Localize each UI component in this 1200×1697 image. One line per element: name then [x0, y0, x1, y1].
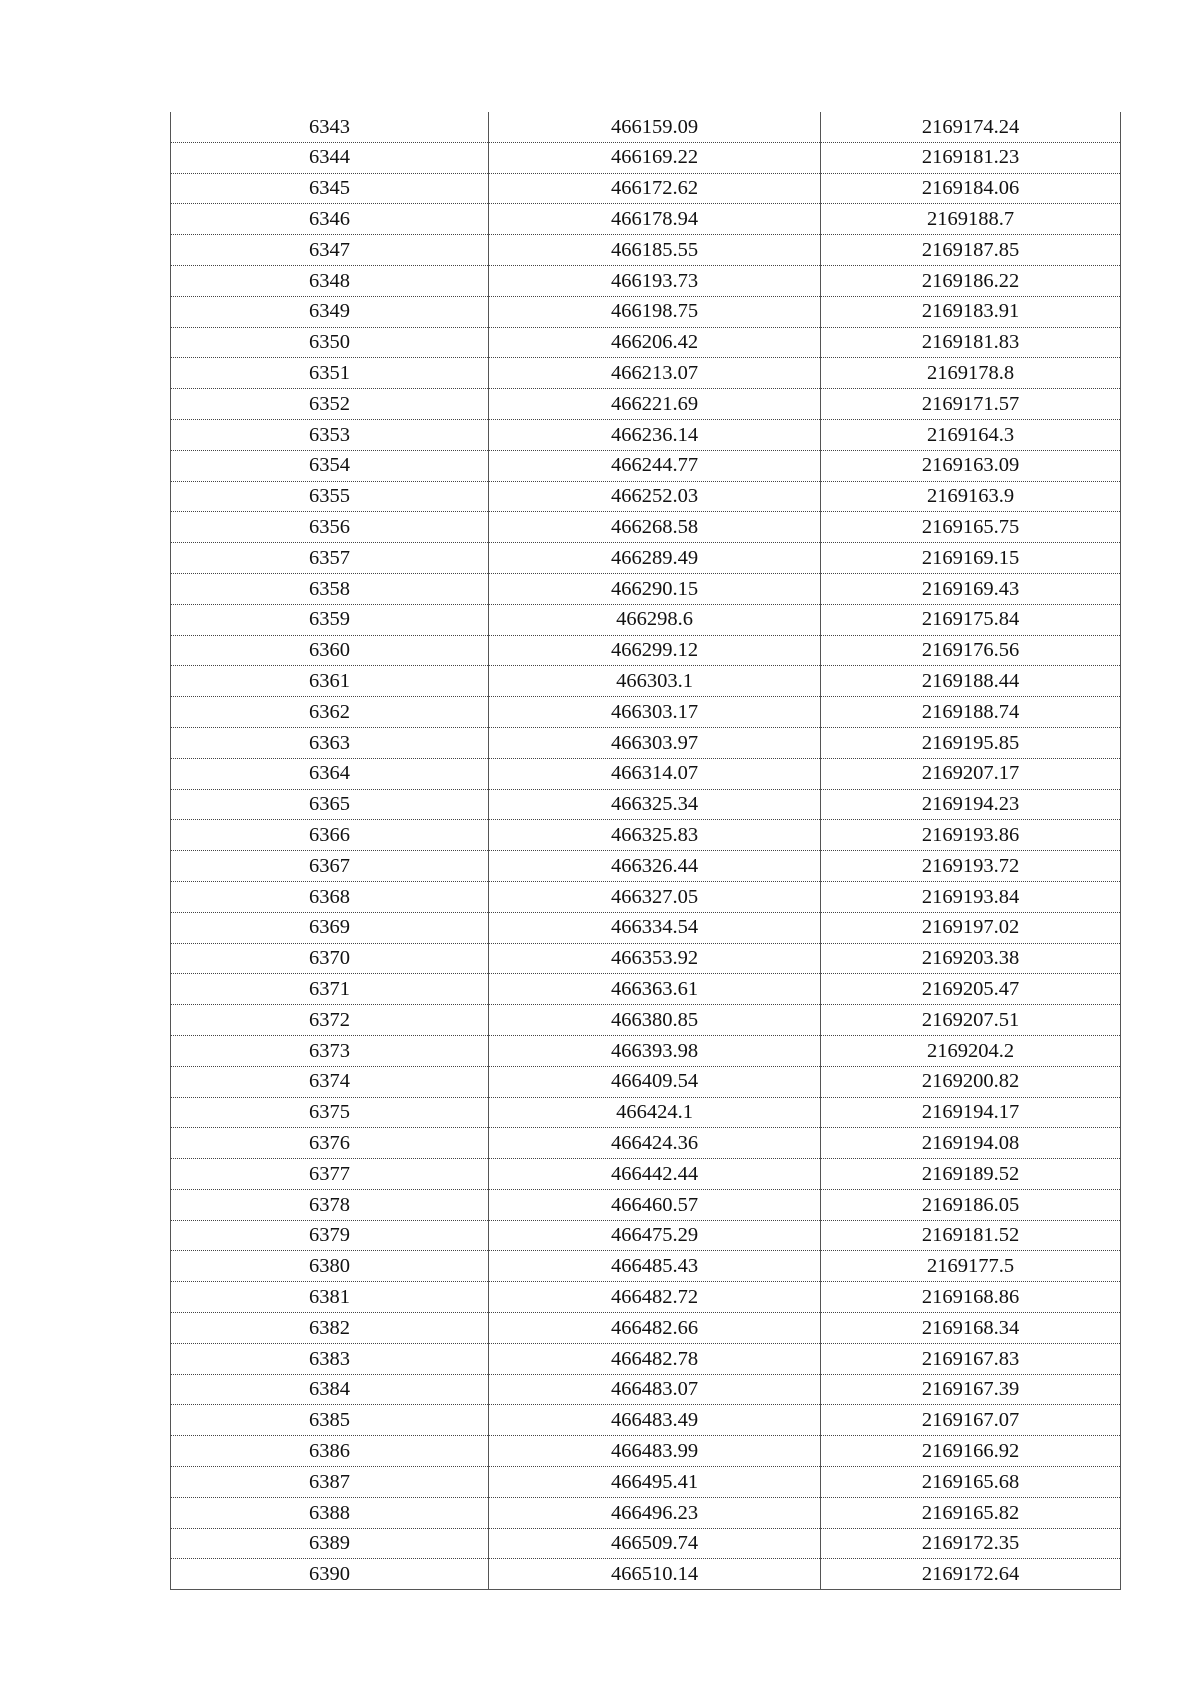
table-row: [171, 1005, 1121, 1036]
point-number-cell: 6343: [171, 112, 489, 142]
y-coordinate-cell: 2169169.15: [821, 543, 1121, 574]
point-number-cell: 6364: [171, 758, 489, 789]
y-coordinate-cell: 2169183.91: [821, 296, 1121, 327]
table-row: [171, 789, 1121, 820]
x-coordinate-cell: 466482.72: [489, 1282, 821, 1313]
x-coordinate-cell: 466326.44: [489, 851, 821, 882]
x-coordinate-cell: 466483.49: [489, 1405, 821, 1436]
x-coordinate-cell: 466268.58: [489, 512, 821, 543]
table-row: [171, 235, 1121, 266]
y-coordinate-cell: 2169163.9: [821, 481, 1121, 512]
x-coordinate-cell: 466252.03: [489, 481, 821, 512]
point-number-cell: 6369: [171, 912, 489, 943]
y-coordinate-cell: 2169171.57: [821, 389, 1121, 420]
point-number-cell: 6348: [171, 265, 489, 296]
point-number-cell: 6389: [171, 1528, 489, 1559]
point-number-cell: 6358: [171, 573, 489, 604]
table-row: [171, 912, 1121, 943]
y-coordinate-cell: 2169188.74: [821, 697, 1121, 728]
y-coordinate-cell: 2169165.75: [821, 512, 1121, 543]
table-row: [171, 1374, 1121, 1405]
y-coordinate-cell: 2169203.38: [821, 943, 1121, 974]
table-row: [171, 635, 1121, 666]
table-row: [171, 758, 1121, 789]
y-coordinate-cell: 2169193.72: [821, 851, 1121, 882]
x-coordinate-cell: 466334.54: [489, 912, 821, 943]
table-row: [171, 1313, 1121, 1344]
y-coordinate-cell: 2169176.56: [821, 635, 1121, 666]
point-number-cell: 6382: [171, 1313, 489, 1344]
y-coordinate-cell: 2169177.5: [821, 1251, 1121, 1282]
table-row: [171, 1343, 1121, 1374]
table-row: [171, 573, 1121, 604]
table-row: [171, 697, 1121, 728]
point-number-cell: 6357: [171, 543, 489, 574]
y-coordinate-cell: 2169165.82: [821, 1497, 1121, 1528]
y-coordinate-cell: 2169207.17: [821, 758, 1121, 789]
table-row: [171, 1251, 1121, 1282]
y-coordinate-cell: 2169163.09: [821, 450, 1121, 481]
table-row: [171, 358, 1121, 389]
y-coordinate-cell: 2169193.84: [821, 881, 1121, 912]
y-coordinate-cell: 2169194.23: [821, 789, 1121, 820]
x-coordinate-cell: 466244.77: [489, 450, 821, 481]
y-coordinate-cell: 2169168.86: [821, 1282, 1121, 1313]
point-number-cell: 6375: [171, 1097, 489, 1128]
y-coordinate-cell: 2169172.64: [821, 1559, 1121, 1590]
table-row: [171, 1097, 1121, 1128]
table-row: [171, 327, 1121, 358]
table-row: [171, 943, 1121, 974]
table-row: [171, 512, 1121, 543]
point-number-cell: 6366: [171, 820, 489, 851]
x-coordinate-cell: 466485.43: [489, 1251, 821, 1282]
point-number-cell: 6377: [171, 1159, 489, 1190]
x-coordinate-cell: 466299.12: [489, 635, 821, 666]
y-coordinate-cell: 2169165.68: [821, 1467, 1121, 1498]
x-coordinate-cell: 466482.78: [489, 1343, 821, 1374]
y-coordinate-cell: 2169186.22: [821, 265, 1121, 296]
x-coordinate-cell: 466495.41: [489, 1467, 821, 1498]
table-row: [171, 1189, 1121, 1220]
x-coordinate-cell: 466303.17: [489, 697, 821, 728]
x-coordinate-cell: 466314.07: [489, 758, 821, 789]
x-coordinate-cell: 466325.83: [489, 820, 821, 851]
point-number-cell: 6378: [171, 1189, 489, 1220]
x-coordinate-cell: 466169.22: [489, 142, 821, 173]
point-number-cell: 6373: [171, 1035, 489, 1066]
point-number-cell: 6350: [171, 327, 489, 358]
y-coordinate-cell: 2169175.84: [821, 604, 1121, 635]
x-coordinate-cell: 466475.29: [489, 1220, 821, 1251]
x-coordinate-cell: 466303.1: [489, 666, 821, 697]
point-number-cell: 6370: [171, 943, 489, 974]
table-row: [171, 1497, 1121, 1528]
table-row: [171, 543, 1121, 574]
point-number-cell: 6355: [171, 481, 489, 512]
x-coordinate-cell: 466290.15: [489, 573, 821, 604]
table-row: [171, 419, 1121, 450]
table-row: [171, 481, 1121, 512]
point-number-cell: 6365: [171, 789, 489, 820]
table-row: [171, 1528, 1121, 1559]
x-coordinate-cell: 466236.14: [489, 419, 821, 450]
point-number-cell: 6380: [171, 1251, 489, 1282]
x-coordinate-cell: 466424.1: [489, 1097, 821, 1128]
table-row: [171, 1128, 1121, 1159]
x-coordinate-cell: 466193.73: [489, 265, 821, 296]
y-coordinate-cell: 2169188.44: [821, 666, 1121, 697]
x-coordinate-cell: 466496.23: [489, 1497, 821, 1528]
y-coordinate-cell: 2169181.23: [821, 142, 1121, 173]
point-number-cell: 6356: [171, 512, 489, 543]
table-row: [171, 1467, 1121, 1498]
x-coordinate-cell: 466510.14: [489, 1559, 821, 1590]
x-coordinate-cell: 466482.66: [489, 1313, 821, 1344]
table-row: [171, 974, 1121, 1005]
y-coordinate-cell: 2169168.34: [821, 1313, 1121, 1344]
y-coordinate-cell: 2169187.85: [821, 235, 1121, 266]
y-coordinate-cell: 2169193.86: [821, 820, 1121, 851]
table-row: [171, 450, 1121, 481]
x-coordinate-cell: 466303.97: [489, 727, 821, 758]
y-coordinate-cell: 2169184.06: [821, 173, 1121, 204]
point-number-cell: 6347: [171, 235, 489, 266]
y-coordinate-cell: 2169189.52: [821, 1159, 1121, 1190]
point-number-cell: 6385: [171, 1405, 489, 1436]
table-row: [171, 1282, 1121, 1313]
table-row: [171, 1436, 1121, 1467]
point-number-cell: 6372: [171, 1005, 489, 1036]
point-number-cell: 6344: [171, 142, 489, 173]
y-coordinate-cell: 2169164.3: [821, 419, 1121, 450]
table-row: [171, 173, 1121, 204]
point-number-cell: 6354: [171, 450, 489, 481]
point-number-cell: 6359: [171, 604, 489, 635]
point-number-cell: 6346: [171, 204, 489, 235]
x-coordinate-cell: 466442.44: [489, 1159, 821, 1190]
y-coordinate-cell: 2169178.8: [821, 358, 1121, 389]
x-coordinate-cell: 466509.74: [489, 1528, 821, 1559]
table-row: [171, 881, 1121, 912]
point-number-cell: 6376: [171, 1128, 489, 1159]
table-row: [171, 604, 1121, 635]
point-number-cell: 6387: [171, 1467, 489, 1498]
y-coordinate-cell: 2169169.43: [821, 573, 1121, 604]
x-coordinate-cell: 466178.94: [489, 204, 821, 235]
point-number-cell: 6367: [171, 851, 489, 882]
point-number-cell: 6351: [171, 358, 489, 389]
x-coordinate-cell: 466380.85: [489, 1005, 821, 1036]
x-coordinate-cell: 466409.54: [489, 1066, 821, 1097]
y-coordinate-cell: 2169167.39: [821, 1374, 1121, 1405]
x-coordinate-cell: 466206.42: [489, 327, 821, 358]
y-coordinate-cell: 2169194.17: [821, 1097, 1121, 1128]
table-row: [171, 1159, 1121, 1190]
y-coordinate-cell: 2169174.24: [821, 112, 1121, 142]
y-coordinate-cell: 2169186.05: [821, 1189, 1121, 1220]
x-coordinate-cell: 466483.99: [489, 1436, 821, 1467]
x-coordinate-cell: 466221.69: [489, 389, 821, 420]
table-row: [171, 112, 1121, 142]
table-row: [171, 296, 1121, 327]
point-number-cell: 6374: [171, 1066, 489, 1097]
point-number-cell: 6363: [171, 727, 489, 758]
table-row: [171, 1220, 1121, 1251]
x-coordinate-cell: 466159.09: [489, 112, 821, 142]
y-coordinate-cell: 2169195.85: [821, 727, 1121, 758]
point-number-cell: 6388: [171, 1497, 489, 1528]
coordinate-table-body: [171, 112, 1121, 1590]
table-row: [171, 666, 1121, 697]
table-row: [171, 727, 1121, 758]
x-coordinate-cell: 466298.6: [489, 604, 821, 635]
y-coordinate-cell: 2169172.35: [821, 1528, 1121, 1559]
y-coordinate-cell: 2169167.83: [821, 1343, 1121, 1374]
x-coordinate-cell: 466424.36: [489, 1128, 821, 1159]
point-number-cell: 6362: [171, 697, 489, 728]
table-row: [171, 820, 1121, 851]
x-coordinate-cell: 466213.07: [489, 358, 821, 389]
y-coordinate-cell: 2169181.52: [821, 1220, 1121, 1251]
point-number-cell: 6379: [171, 1220, 489, 1251]
y-coordinate-cell: 2169166.92: [821, 1436, 1121, 1467]
x-coordinate-cell: 466363.61: [489, 974, 821, 1005]
table-row: [171, 265, 1121, 296]
x-coordinate-cell: 466198.75: [489, 296, 821, 327]
point-number-cell: 6352: [171, 389, 489, 420]
y-coordinate-cell: 2169188.7: [821, 204, 1121, 235]
table-row: [171, 851, 1121, 882]
table-row: [171, 1066, 1121, 1097]
point-number-cell: 6384: [171, 1374, 489, 1405]
x-coordinate-cell: 466327.05: [489, 881, 821, 912]
point-number-cell: 6368: [171, 881, 489, 912]
table-row: [171, 1405, 1121, 1436]
table-row: [171, 142, 1121, 173]
x-coordinate-cell: 466483.07: [489, 1374, 821, 1405]
y-coordinate-cell: 2169205.47: [821, 974, 1121, 1005]
x-coordinate-cell: 466185.55: [489, 235, 821, 266]
x-coordinate-cell: 466172.62: [489, 173, 821, 204]
y-coordinate-cell: 2169204.2: [821, 1035, 1121, 1066]
y-coordinate-cell: 2169181.83: [821, 327, 1121, 358]
point-number-cell: 6353: [171, 419, 489, 450]
y-coordinate-cell: 2169197.02: [821, 912, 1121, 943]
table-row: [171, 204, 1121, 235]
point-number-cell: 6386: [171, 1436, 489, 1467]
x-coordinate-cell: 466325.34: [489, 789, 821, 820]
x-coordinate-cell: 466289.49: [489, 543, 821, 574]
point-number-cell: 6361: [171, 666, 489, 697]
point-number-cell: 6390: [171, 1559, 489, 1590]
table-row: [171, 389, 1121, 420]
point-number-cell: 6383: [171, 1343, 489, 1374]
y-coordinate-cell: 2169194.08: [821, 1128, 1121, 1159]
point-number-cell: 6371: [171, 974, 489, 1005]
y-coordinate-cell: 2169207.51: [821, 1005, 1121, 1036]
y-coordinate-cell: 2169167.07: [821, 1405, 1121, 1436]
table-row: [171, 1559, 1121, 1590]
point-number-cell: 6381: [171, 1282, 489, 1313]
x-coordinate-cell: 466353.92: [489, 943, 821, 974]
x-coordinate-cell: 466460.57: [489, 1189, 821, 1220]
point-number-cell: 6345: [171, 173, 489, 204]
x-coordinate-cell: 466393.98: [489, 1035, 821, 1066]
coordinate-table: [170, 112, 1121, 1590]
point-number-cell: 6349: [171, 296, 489, 327]
point-number-cell: 6360: [171, 635, 489, 666]
y-coordinate-cell: 2169200.82: [821, 1066, 1121, 1097]
table-row: [171, 1035, 1121, 1066]
